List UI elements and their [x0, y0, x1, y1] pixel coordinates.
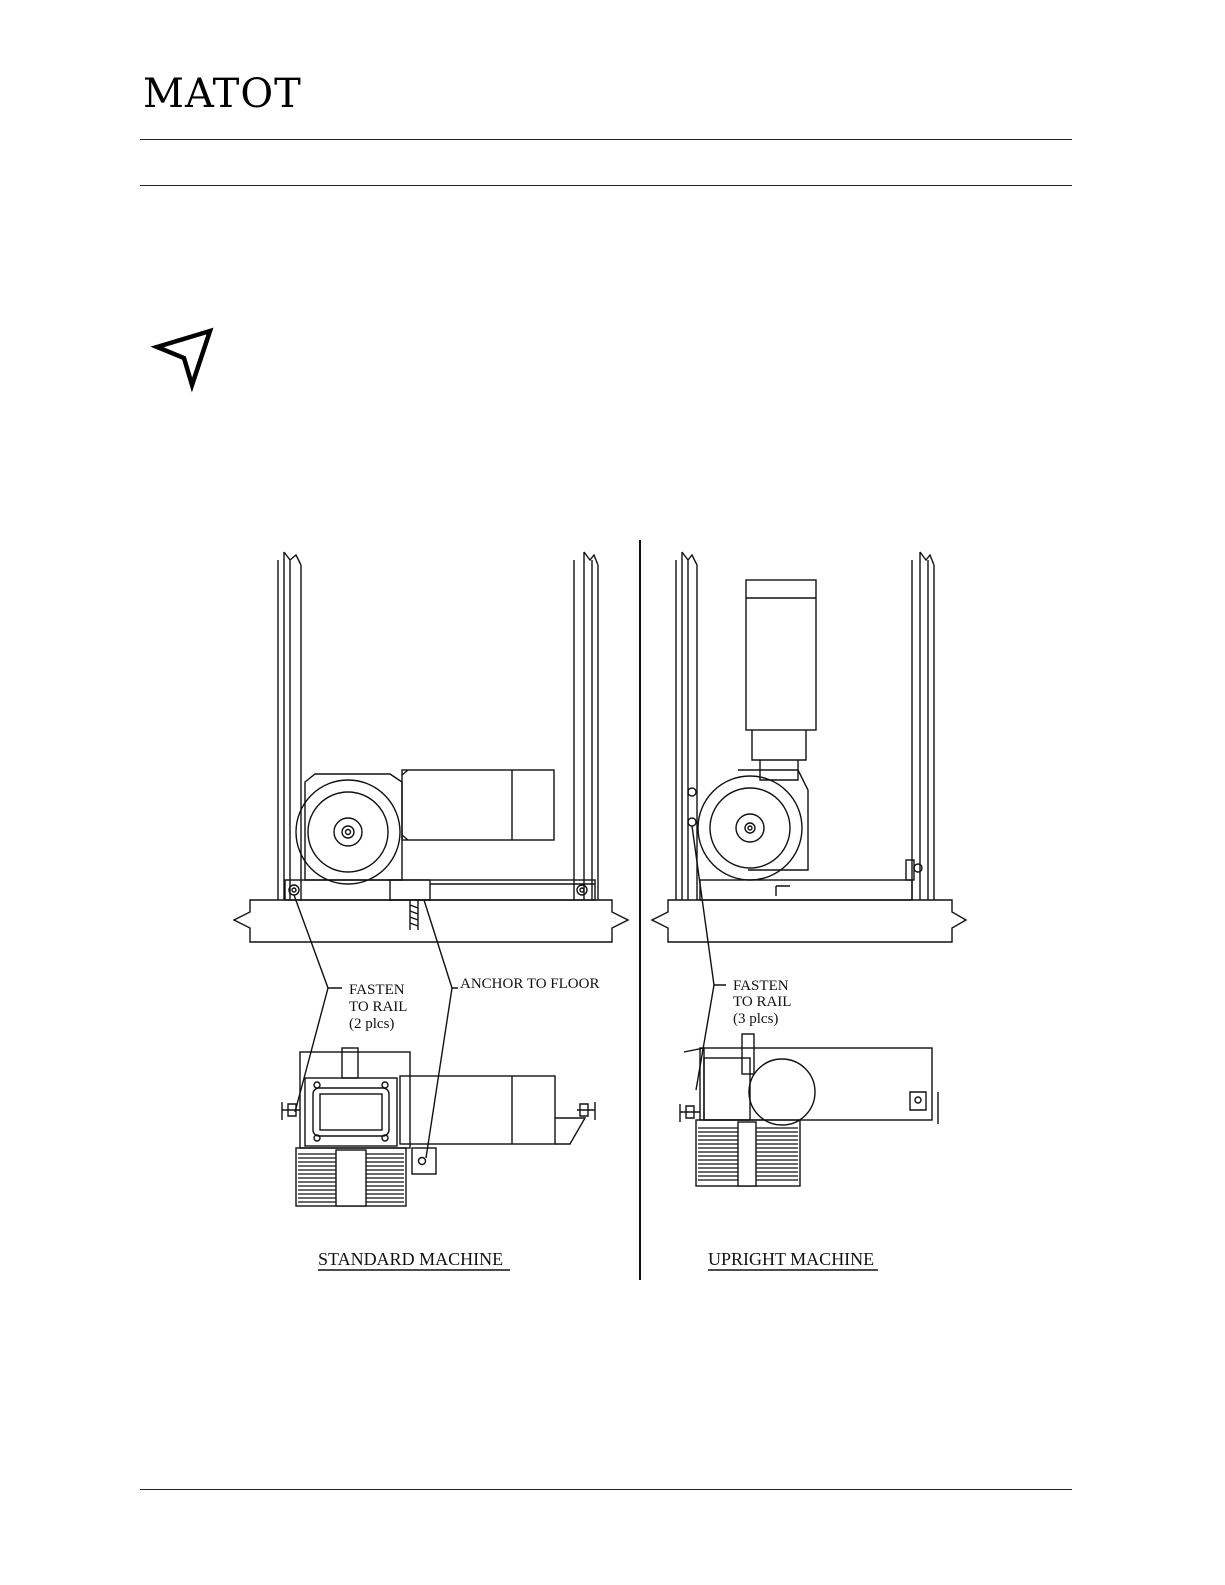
- upright-plan: [680, 1034, 938, 1186]
- upright-fasten-label-line1: FASTEN: [733, 978, 789, 994]
- upright-fasten-label-line2: TO RAIL: [733, 994, 792, 1010]
- standard-elevation: [234, 552, 628, 1158]
- upright-machine-caption: UPRIGHT MACHINE: [708, 1249, 875, 1269]
- matot-logo: MATOT: [143, 71, 302, 117]
- upright-elevation: [652, 552, 966, 1090]
- standard-machine-caption: STANDARD MACHINE: [318, 1249, 504, 1269]
- standard-fasten-label-line3: (2 plcs): [349, 1016, 395, 1032]
- standard-fasten-label-line2: TO RAIL: [349, 999, 408, 1015]
- anchor-to-floor-label: ANCHOR TO FLOOR: [460, 976, 600, 992]
- upright-fasten-label-line3: (3 plcs): [733, 1011, 779, 1027]
- standard-fasten-label-line1: FASTEN: [349, 982, 405, 998]
- footer-rule: [140, 1489, 1072, 1490]
